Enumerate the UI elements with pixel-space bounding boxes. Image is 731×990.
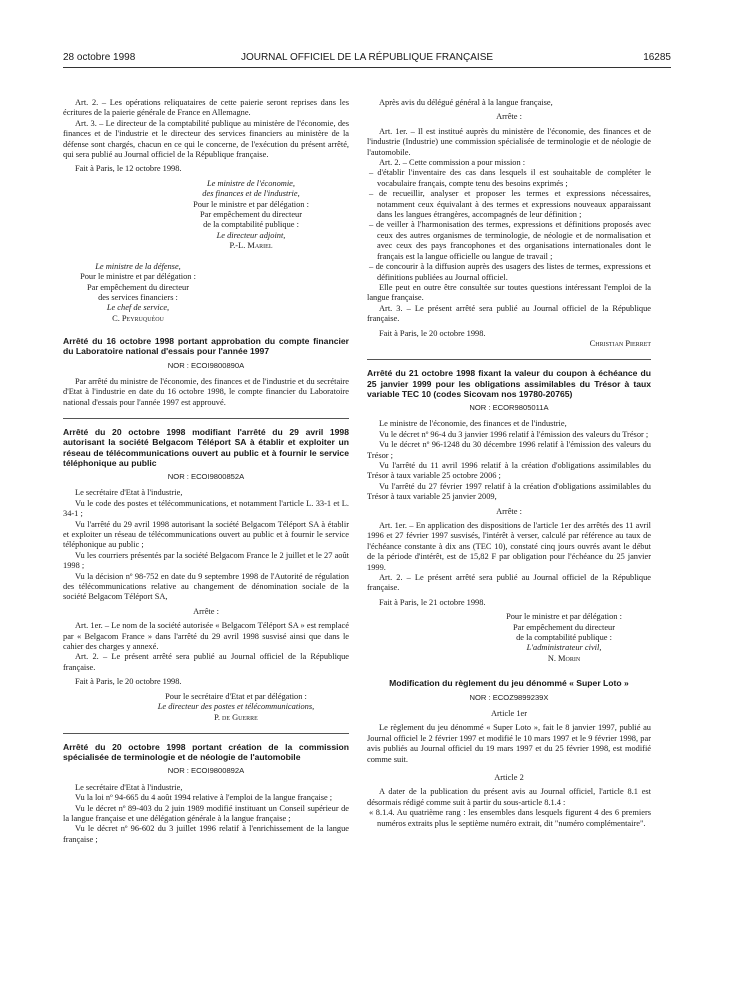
sig-name: P. de Guerre bbox=[214, 712, 258, 722]
list-item: – d'établir l'inventaire des cas dans lesquels il est souhaitable de compléter le vocabulaire français, compte tenu des besoins exprimés ; bbox=[369, 168, 651, 188]
paragraph: Elle peut en outre être consultée sur toutes questions intéressant l'emploi de la langue française. bbox=[367, 282, 651, 303]
article-1: Art. 1er. – En application des dispositions de l'article 1er des arrêtés des 11 avril 1996 et 27 février 1997 susvisés, l'intérêt à verser, calculé par référence au taux de l'échéance constante à dix ans (TEC 10), constaté cinq jours ouvrés avant le début de la période d'intérêt, est de 15,82 F par obligation pour l'échéance du 25 janvier 1999. bbox=[367, 521, 651, 572]
paragraph: Par arrêté du ministre de l'économie, des finances et de l'industrie et du secrétaire d'Etat à l'industrie en date du 16 octobre 1998, le compte financier du Laboratoire national d'essais pour l'année 1997 est approuvé. bbox=[63, 376, 349, 407]
signature-block bbox=[63, 262, 213, 324]
sig-line: Le directeur adjoint, bbox=[216, 230, 286, 240]
sig-name: Christian Pierret bbox=[589, 338, 651, 348]
paragraph: Vu le décret nº 96-602 du 3 juillet 1996 relatif à l'enrichissement de la langue française ; bbox=[63, 824, 349, 844]
left-column bbox=[63, 98, 349, 845]
section-title: Arrêté du 16 octobre 1998 portant approbation du compte financier du Laboratoire national d'essais pour l'année 1997 bbox=[63, 336, 349, 357]
paragraph: A dater de la publication du présent avis au Journal officiel, l'article 8.1 est désormais rédigé comme suit à partir du sous-article 8.1.4 : bbox=[367, 787, 651, 807]
paragraph: Vu le décret nº 96-4 du 3 janvier 1996 relatif à l'émission des valeurs du Trésor ; bbox=[379, 429, 649, 439]
page-header bbox=[63, 52, 671, 66]
paragraph: Vu le décret nº 96-1248 du 30 décembre 1996 relatif à l'émission des valeurs du Trésor ; bbox=[367, 440, 651, 460]
sig-line: de la comptabilité publique : bbox=[203, 220, 299, 230]
sig-line: Le chef de service, bbox=[106, 303, 170, 313]
article-1: Art. 1er. – Le nom de la société autorisée « Belgacom Téléport SA » est remplacé par « Belgacom France » dans l'arrêté du 29 avril 1998 susvisé ainsi que dans le cahier des charges y annexé. bbox=[63, 621, 349, 652]
nor-reference: NOR : ECOI9800892A bbox=[167, 766, 245, 776]
nor-reference: NOR : ECOI9800890A bbox=[167, 360, 245, 370]
list-item: – de recueillir, analyser et proposer les termes et expressions nécessaires, notamment ceux équivalant à des termes et expressions nouveaux apparaissant dans les langues étrangères, accompagnés de leur définition ; bbox=[369, 189, 651, 220]
paragraph: Le secrétaire d'Etat à l'industrie, bbox=[75, 782, 183, 792]
list-item: – de concourir à la diffusion auprès des usagers des listes de termes, expressions et définitions publiées au Journal officiel. bbox=[369, 262, 651, 282]
paragraph: Vu l'arrêté du 11 avril 1996 relatif à la création d'obligations assimilables du Trésor à taux variable 25 octobre 2006 ; bbox=[367, 460, 651, 481]
sig-line: Pour le secrétaire d'Etat et par délégation : bbox=[165, 691, 307, 701]
sig-name: C. Peyruquéou bbox=[112, 313, 164, 323]
paragraph: Vu la loi nº 94-665 du 4 août 1994 relative à l'emploi de la langue française ; bbox=[75, 793, 333, 803]
signature-block bbox=[153, 179, 349, 252]
paragraph: Vu le décret nº 89-403 du 2 juin 1989 modifié instituant un Conseil supérieur de la langue française et une délégation générale à la langue française ; bbox=[63, 803, 349, 823]
sig-line: Par empêchement du directeur bbox=[512, 622, 616, 632]
header-journal: JOURNAL OFFICIEL DE LA RÉPUBLIQUE FRANÇAISE bbox=[240, 52, 494, 63]
paragraph: Vu l'arrêté du 29 avril 1998 autorisant la société Belgacom Téléport SA à établir et exploiter un réseau de télécommunications ouvert au public et à fournir le service téléphonique au public ; bbox=[63, 519, 349, 550]
article-1: Art. 1er. – Il est institué auprès du ministère de l'économie, des finances et de l'industrie (Industrie) une commission spécialisée de terminologie et de néologie de l'automobile. bbox=[367, 126, 651, 157]
article-3: Art. 3. – Le directeur de la comptabilité publique au ministère de l'économie, des finances et de l'industrie et le directeur des services financiers au ministère de la défense sont chargés, chacun en ce qui le concerne, de l'exécution du présent arrêté, qui sera publié au Journal officiel de la République française. bbox=[63, 118, 349, 160]
header-rule bbox=[63, 67, 671, 68]
sig-line: L'administrateur civil, bbox=[526, 643, 602, 653]
section-title: Arrêté du 20 octobre 1998 portant création de la commission spécialisée de terminologie et de néologie de l'automobile bbox=[63, 741, 349, 763]
header-page-number: 16285 bbox=[643, 52, 671, 63]
section-title: Modification du règlement du jeu dénommé « Super Loto » bbox=[389, 678, 629, 689]
paragraph: Vu les courriers présentés par la société Belgacom France le 2 juillet et le 27 août 1998 ; bbox=[63, 550, 349, 571]
paragraph: Le règlement du jeu dénommé « Super Loto », fait le 8 janvier 1997, publié au Journal officiel le 2 février 1997 et modifié le 10 mars 1997 et le 9 février 1998, par avis publiés au Journal officiel du 19 mars 1997 et du 25 février 1998, est modifié comme suit. bbox=[367, 723, 651, 764]
sig-line: des services financiers : bbox=[98, 292, 178, 302]
paragraph: Vu la décision nº 98-752 en date du 9 septembre 1998 de l'Autorité de régulation des télécommunications relative au changement de dénomination sociale de la société Belgacom Téléport SA, bbox=[63, 571, 349, 602]
list-item: – de veiller à l'harmonisation des termes, expressions et définitions proposés avec ceux des autres organismes de terminologie, de néologie et de normalisation et avec ceux des pays francophones et des organisations internationales dont le français est la langue officielle ou langue de travail ; bbox=[369, 220, 651, 261]
header-date: 28 octobre 1998 bbox=[63, 52, 136, 63]
nor-reference: NOR : ECOR9805011A bbox=[469, 402, 549, 412]
signature-block bbox=[123, 692, 349, 723]
paragraph: Après avis du délégué général à la langue française, bbox=[379, 98, 553, 107]
sig-line: des finances et de l'industrie, bbox=[202, 189, 300, 199]
article-2: Art. 2. – Les opérations reliquataires de cette paierie seront reprises dans les écritures de la paierie générale de France en Allemagne. bbox=[63, 98, 349, 118]
article-2: Art. 2. – Le présent arrêté sera publié au Journal officiel de la République française. bbox=[367, 573, 651, 593]
sig-line: Le ministre de l'économie, bbox=[206, 178, 295, 188]
article-2: Art. 2. – Le présent arrêté sera publié au Journal officiel de la République française. bbox=[63, 652, 349, 672]
sig-name: N. Morin bbox=[547, 653, 581, 663]
arrete: Arrête : bbox=[496, 506, 522, 516]
article-3: Art. 3. – Le présent arrêté sera publié au Journal officiel de la République française. bbox=[367, 303, 651, 324]
section-title: Arrêté du 21 octobre 1998 fixant la valeur du coupon à échéance du 25 janvier 1999 pour les obligations assimilables du Trésor à taux variable TEC 10 (codes Sicovam nos 19780-20765) bbox=[367, 368, 651, 399]
paragraph: Vu l'arrêté du 27 février 1997 relatif à la création d'obligations assimilables du Trésor à taux variable 25 janvier 2009, bbox=[367, 481, 651, 502]
nor-reference: NOR : ECOI9800852A bbox=[167, 471, 245, 481]
divider bbox=[63, 733, 349, 734]
paragraph: Le secrétaire d'Etat à l'industrie, bbox=[75, 488, 183, 498]
article-heading: Article 1er bbox=[490, 708, 528, 718]
article-2: Art. 2. – Cette commission a pour mission : bbox=[379, 158, 526, 168]
sig-line: Pour le ministre et par délégation : bbox=[80, 272, 196, 282]
quote: « 8.1.4. Au quatrième rang : les ensembles dans lesquels figurent 4 des 6 premiers numéros extraits plus le septième numéro extrait, dit "numéro complémentaire". bbox=[369, 808, 651, 828]
paragraph: Le ministre de l'économie, des finances et de l'industrie, bbox=[379, 419, 567, 429]
paragraph: Vu le code des postes et télécommunications, et notamment l'article L. 33-1 et L. 34-1 ; bbox=[63, 498, 349, 519]
sig-line: Le directeur des postes et télécommunications, bbox=[157, 702, 315, 712]
divider bbox=[63, 418, 349, 419]
section-title: Arrêté du 20 octobre 1998 modifiant l'arrêté du 29 avril 1998 autorisant la société Belgacom Téléport SA à établir et exploiter un réseau de télécommunications ouvert au public et à fournir le service téléphonique au public bbox=[63, 427, 349, 468]
sig-line: de la comptabilité publique : bbox=[516, 633, 612, 643]
sig-name: P.-L. Mariel bbox=[229, 241, 273, 251]
fait-a-paris: Fait à Paris, le 12 octobre 1998. bbox=[75, 164, 182, 174]
fait-a-paris: Fait à Paris, le 20 octobre 1998. bbox=[379, 328, 486, 338]
sig-line: Par empêchement du directeur bbox=[86, 282, 190, 292]
right-column bbox=[367, 98, 651, 829]
arrete: Arrête : bbox=[496, 112, 522, 122]
nor-reference: NOR : ECOZ9899239X bbox=[469, 692, 549, 702]
sig-line: Par empêchement du directeur bbox=[199, 210, 303, 220]
sig-line: Pour le ministre et par délégation : bbox=[506, 612, 622, 622]
signature-block bbox=[477, 612, 651, 664]
arrete: Arrête : bbox=[193, 606, 219, 616]
fait-a-paris: Fait à Paris, le 21 octobre 1998. bbox=[379, 597, 486, 607]
sig-line: Pour le ministre et par délégation : bbox=[193, 199, 309, 209]
divider bbox=[367, 359, 651, 360]
fait-a-paris: Fait à Paris, le 20 octobre 1998. bbox=[75, 677, 182, 687]
article-heading: Article 2 bbox=[494, 772, 524, 782]
sig-line: Le ministre de la défense, bbox=[95, 261, 181, 271]
